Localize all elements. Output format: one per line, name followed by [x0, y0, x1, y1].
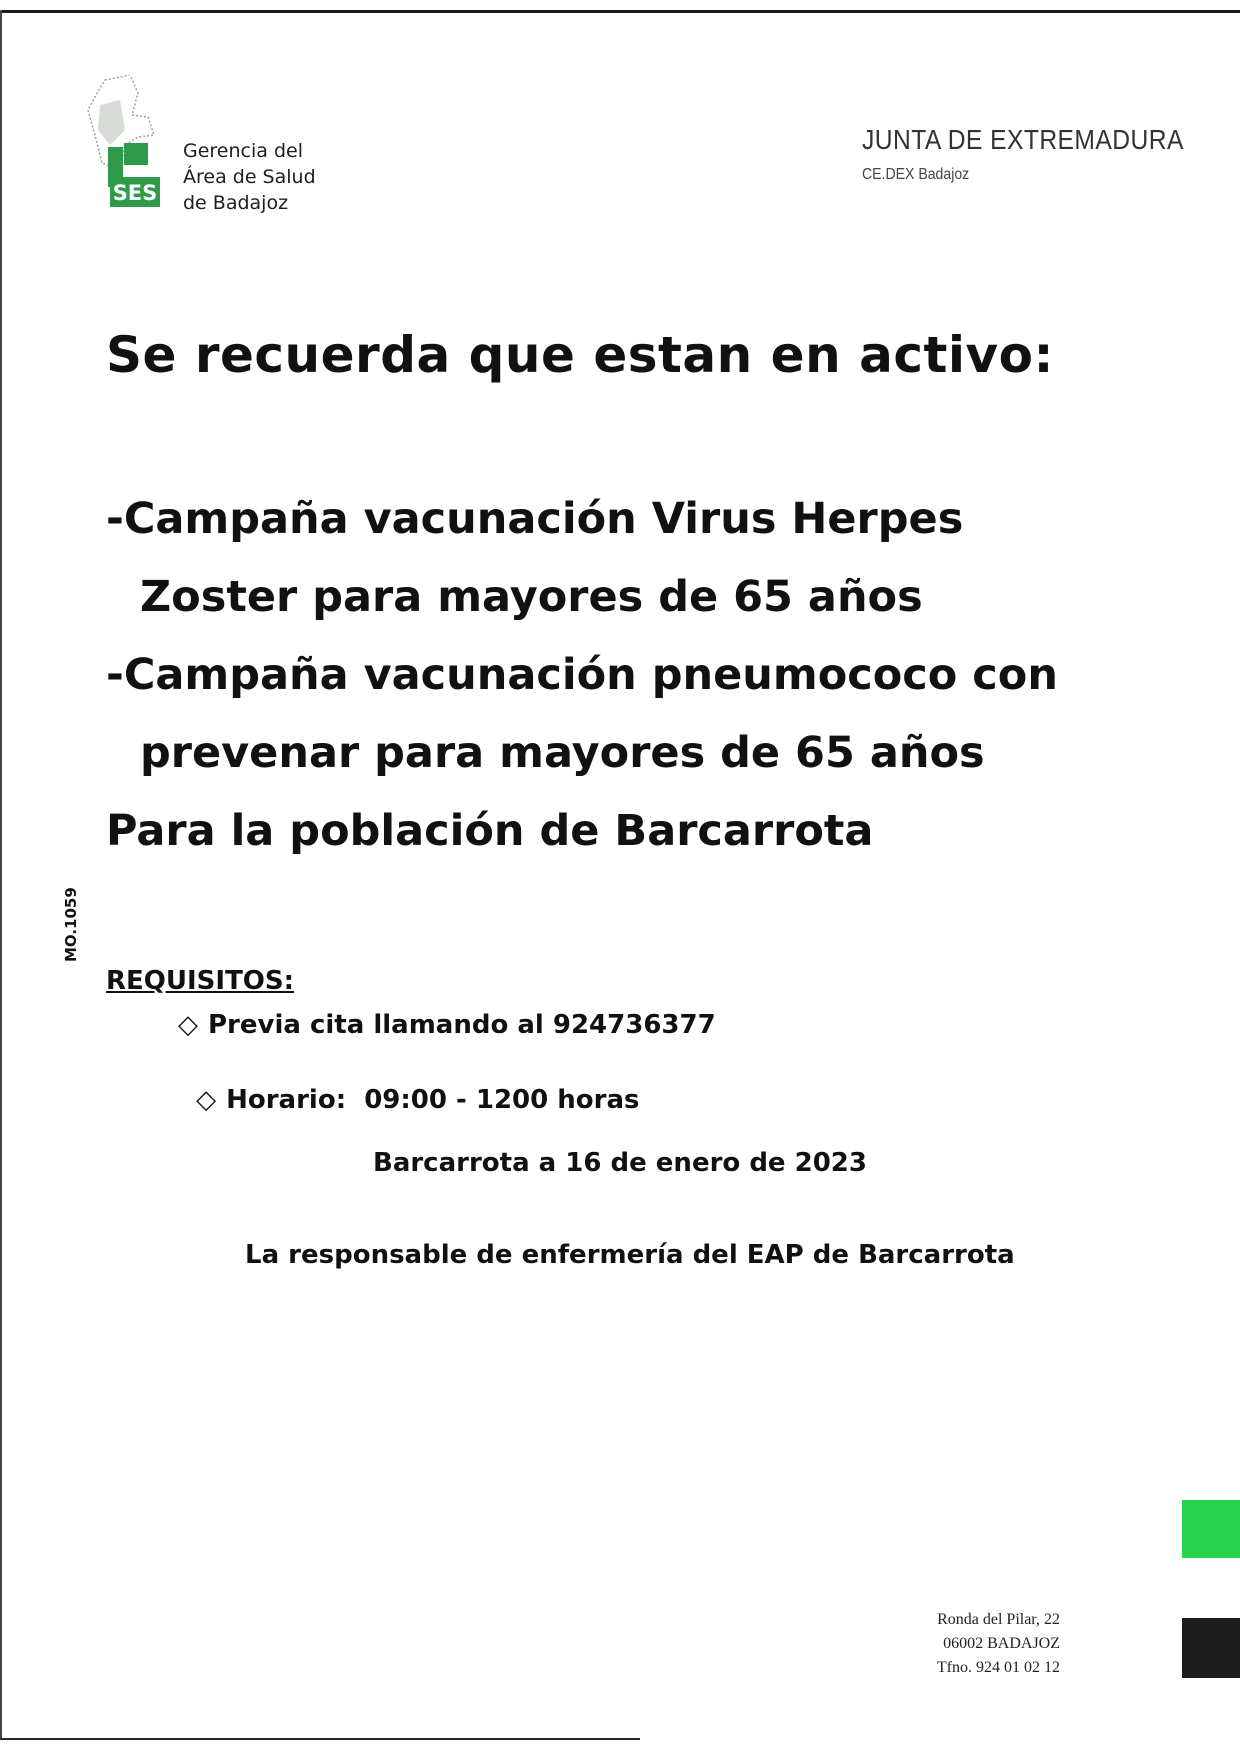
org-line: Área de Salud: [183, 166, 316, 188]
top-rule: [0, 10, 1240, 13]
org-name: [183, 138, 316, 216]
notice-line: Para la población de Barcarrota: [106, 806, 874, 856]
address-block: [900, 1608, 1060, 1680]
requirements-title: REQUISITOS:: [106, 966, 295, 996]
left-edge: [0, 10, 2, 1740]
diamond-icon: ◇: [178, 1010, 198, 1040]
notice-line: Zoster para mayores de 65 años: [140, 572, 923, 622]
ses-logo-icon: [80, 75, 180, 215]
org-line: de Badajoz: [183, 192, 289, 214]
bottom-rule: [0, 1738, 640, 1740]
date-line: Barcarrota a 16 de enero de 2023: [373, 1148, 867, 1178]
requirement-text: Horario: 09:00 - 1200 horas: [226, 1085, 640, 1115]
junta-title: JUNTA DE EXTREMADURA: [862, 124, 1184, 155]
notice-line: -Campaña vacunación Virus Herpes: [106, 494, 964, 544]
address-line: Tfno. 924 01 02 12: [936, 1659, 1060, 1676]
address-line: Ronda del Pilar, 22: [937, 1611, 1060, 1628]
signature-line: La responsable de enfermería del EAP de Barcarrota: [245, 1240, 1015, 1270]
requirement-text: Previa cita llamando al 924736377: [208, 1010, 716, 1040]
cedex-subtitle: CE.DEX Badajoz: [862, 166, 970, 183]
org-line: Gerencia del: [183, 140, 303, 162]
requirement-item: [178, 1055, 639, 1115]
notice-line: prevenar para mayores de 65 años: [140, 728, 985, 778]
diamond-icon: ◇: [196, 1085, 217, 1115]
notice-headline: Se recuerda que estan en activo:: [106, 326, 1054, 384]
form-code: MO.1059: [62, 887, 80, 962]
logo-green-block: [124, 143, 148, 165]
black-swatch: [1182, 1618, 1240, 1678]
notice-line: -Campaña vacunación pneumococo con: [106, 650, 1058, 700]
requirement-item: [178, 1010, 716, 1040]
green-swatch: [1182, 1500, 1240, 1558]
address-line: 06002 BADAJOZ: [943, 1635, 1060, 1652]
logo-ses-text: SES: [112, 181, 158, 205]
